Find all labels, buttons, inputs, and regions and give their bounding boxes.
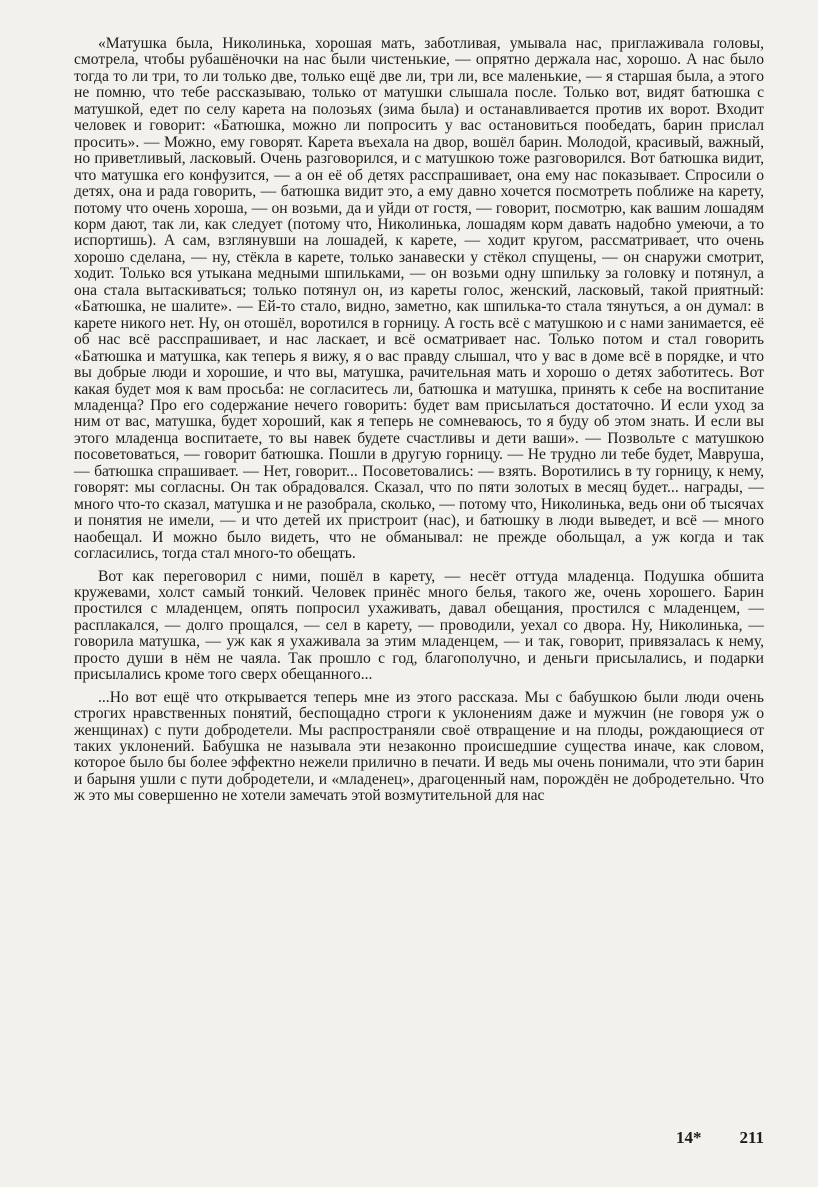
paragraph-2: Вот как переговорил с ними, пошёл в карету, — несёт оттуда младенца. Подушка обшита кружевами, холст самый тонкий. Человек принёс много белья, такого же, очень хорошего. Барин простился с младенцем, опять попросил ухаживать, давал обещания, простился с младенцем, — расплакался, — долго прощался, — сел в карету, — проводили, уехал со двора. Ну, Николинька, — говорила матушка, — уж как я ухаживала за этим младенцем, — и так, говорит, привязалась к нему, просто души в нём не чаяла. Так прошло с год, благополучно, и деньги присылались, и подарки присылались кроме того сверх обещанного... <box>74 567 764 684</box>
page-text-body <box>74 36 764 805</box>
page-footer <box>74 1128 764 1148</box>
printer-signature: 14* <box>675 1128 702 1147</box>
paragraph-1: «Матушка была, Николинька, хорошая мать, заботливая, умывала нас, приглаживала головы, смотрела, чтобы рубашёночки на нас были чистенькие, — опрятно держала нас, хорошо. А нас было тогда то ли три, то ли только две, только ещё две ли, три ли, все маленькие, — я старшая была, а этого не помню, что тебе рассказываю, только от матушки слышала после. Только вот, видят батюшка с матушкой, едет по селу карета на полозьях (зима была) и останавливается против их ворот. Входит человек и говорит: «Батюшка, можно ли попросить у вас остановиться пообедать, барин приcлал просить». — Можно, ему говорят. Карета въехала на двор, вошёл барин. Молодой, красивый, важный, но приветливый, ласковый. Очень разговорился, и с матушкою тоже разговорился. Вот батюшка видит, что матушка его конфузится, — а он её об детях расспрашивает, она ему нас показывает. Спросили о детях, она и рада говорить, — батюшка видит это, а ему давно хочется посмотреть поближе на карету, потому что очень хороша, — он возьми, да и уйди от гостя, — говорит, посмотрю, как вашим лошадям корм дают, так ли, как следует (потому что, Николинька, лошадям корм давать надобно умеючи, а то испортишь). А сам, взглянувши на лошадей, к карете, — ходит кругом, рассматривает, что очень хорошо сделана, — ну, стёкла в карете, только занавески у стёкол спущены, — он снаружи смотрит, ходит. Только вся утыкана медными шпильками, — он возьми одну шпильку за головку и потянул, а она стала вытаскиваться; только потянул он, из кареты голос, женский, ласковый, такой приятный: «Батюшка, не шалите». — Ей-то стало, видно, заметно, как шпилька-то стала тянуться, а он думал: в карете никого нет. Ну, он отошёл, воротился в горницу. А гость всё с матушкою и с нами занимается, её об нас всё расспрашивает, и нас ласкает, и всё осматривает нас. Только потом и стал говорить «Батюшка и матушка, как теперь я вижу, я о вас правду слышал, что у вас в доме всё в порядке, и что вы добрые люди и хорошие, и что вы, матушка, рачительная мать и хорошо о детях заботитесь. Вот какая будет моя к вам просьба: не согласитесь ли, батюшка и матушка, принять к себе на воспитание младенца? Про его содержание нечего говорить: будет вам присылаться достаточно. И если уход за ним от вас, матушка, будет хороший, как я теперь не сомневаюсь, то я буду об этом знать. И если вы этого младенца воспитаете, то вы навек будете счастливы и дети ваши». — Позвольте с матушкою посоветоваться, — говорит батюшка. Пошли в другую горницу. — Не трудно ли тебе будет, Мавруша, — батюшка спрашивает. — Нет, говорит... Посоветовались: — взять. Воротились в ту горницу, к нему, говорят: мы согласны. Он так обрадовался. Сказал, что по пяти золотых в месяц будет... награды, — много что-то сказал, матушка и не разобрала, сколько, — потому что, Николинька, ведь они об тысячах и понятия не имели, — и что детей их пристроит (нас), и батюшку в люди выведет, и всё — много наобещал. И можно было видеть, что не обманывал: не прежде обольщал, а уж когда и так согласились, тогда стал много-то обещать. <box>74 35 764 563</box>
page-number: 211 <box>739 1128 764 1147</box>
paragraph-3: ...Но вот ещё что открывается теперь мне из этого рассказа. Мы с бабушкою были люди очень строгих нравственных понятий, беспощадно строги к уклонениям даже и мужчин (не говоря уж о женщинах) с пути добродетели. Мы распространяли своё отвращение и на плоды, рождающиеся от таких уклонений. Бабушка не называла эти незаконно происшедшие существа иначе, как словом, которое было бы более эффектно нежели прилично в печати. И ведь мы очень понимали, что эти барин и барыня ушли с пути добродетели, и «младенец», драгоценный нам, порождён не добродетельно. Что ж это мы совершенно не хотели замечать этой возмутительной для нас <box>74 688 764 805</box>
